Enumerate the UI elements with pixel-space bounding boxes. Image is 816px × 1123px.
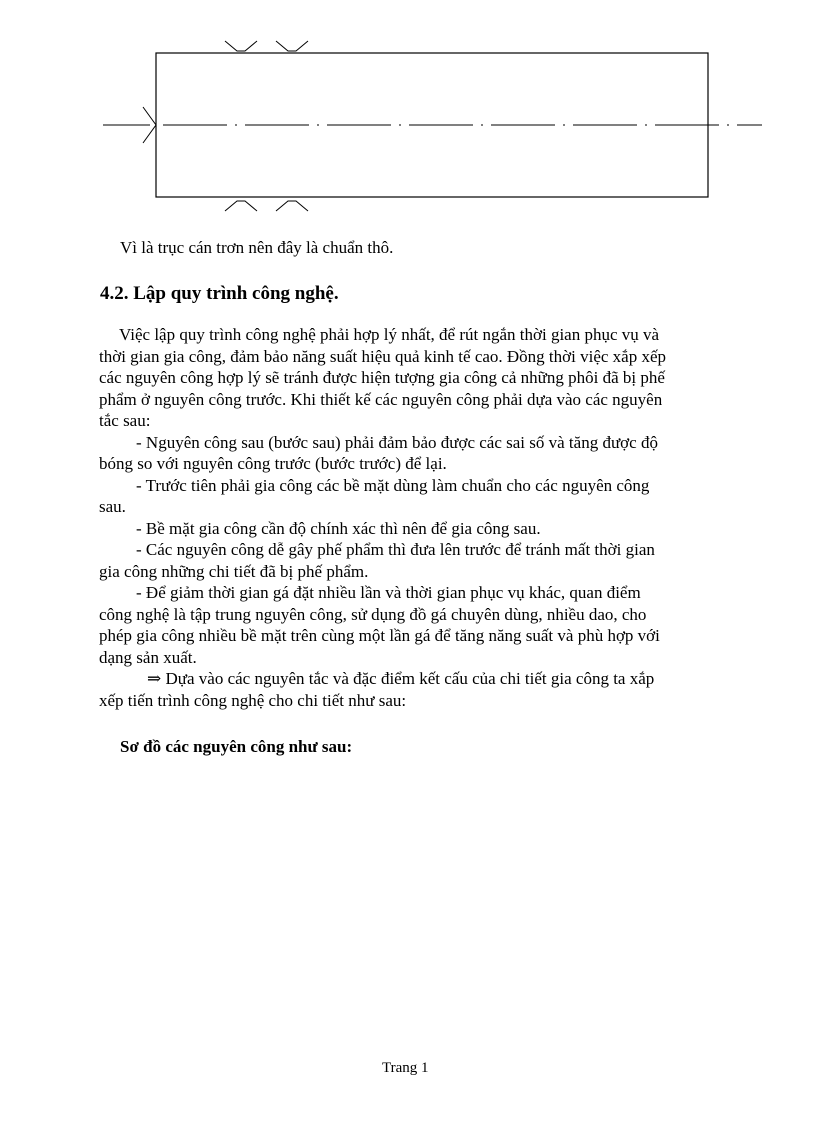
conclusion-line: xếp tiến trình công nghệ cho chi tiết như sau:: [99, 690, 407, 710]
principle-5-line: công nghệ là tập trung nguyên công, sử dụng đồ gá chuyên dùng, nhiều dao, cho: [99, 604, 647, 624]
implies-arrow-icon: ⇒: [147, 669, 162, 688]
principle-4-line: gia công những chi tiết đã bị phế phẩm.: [99, 561, 369, 581]
intro-line: thời gian gia công, đảm bảo năng suất hiệu quả kinh tế cao. Đồng thời việc xắp xếp: [99, 346, 667, 366]
intro-paragraph: [99, 324, 666, 711]
principle-5-line: phép gia công nhiều bề mặt trên cùng một lần gá để tăng năng suất và phù hợp với: [99, 626, 660, 645]
shaft-fixturing-diagram: [0, 0, 816, 230]
conclusion-text: Dựa vào các nguyên tắc và đặc điểm kết cấu của chi tiết gia công ta xắp: [161, 669, 655, 688]
principle-4-line: - Các nguyên công dễ gây phế phẩm thì đưa lên trước để tránh mất thời gian: [136, 540, 655, 559]
intro-line: tắc sau:: [99, 411, 151, 430]
figure-caption: Vì là trục cán trơn nên đây là chuẩn thô.: [120, 238, 394, 257]
section-heading: 4.2. Lập quy trình công nghệ.: [100, 283, 339, 304]
principle-3-line: - Bề mặt gia công cần độ chính xác thì nên để gia công sau.: [136, 518, 541, 538]
principle-2-line: sau.: [99, 497, 126, 516]
clamp-symbol-bottom-right: [276, 201, 308, 211]
conclusion-line: [99, 668, 666, 690]
principle-5-line: dạng sản xuất.: [99, 647, 197, 667]
principle-1-line: - Nguyên công sau (bước sau) phải đảm bảo được các sai số và tăng được độ: [136, 432, 658, 452]
principle-2-line: - Trước tiên phải gia công các bề mặt dùng làm chuẩn cho các nguyên công: [136, 475, 650, 495]
principle-5-line: - Để giảm thời gian gá đặt nhiều lần và thời gian phục vụ khác, quan điểm: [136, 583, 641, 602]
intro-line: Việc lập quy trình công nghệ phải hợp lý nhất, để rút ngắn thời gian phục vụ và: [119, 325, 660, 344]
operations-subheading: Sơ đồ các nguyên công như sau:: [120, 737, 353, 756]
principle-1-line: bóng so với nguyên công trước (bước trước) để lại.: [99, 454, 447, 473]
clamp-symbol-bottom-left: [225, 201, 257, 211]
intro-line: các nguyên công hợp lý sẽ tránh được hiện tượng gia công cả những phôi đã bị phế: [99, 368, 665, 387]
page-number-footer: Trang 1: [382, 1060, 429, 1076]
intro-line: phẩm ở nguyên công trước. Khi thiết kế các nguyên công phải dựa vào các nguyên: [99, 389, 663, 409]
clamp-symbol-top-left: [225, 41, 257, 51]
clamp-symbol-top-right: [276, 41, 308, 51]
